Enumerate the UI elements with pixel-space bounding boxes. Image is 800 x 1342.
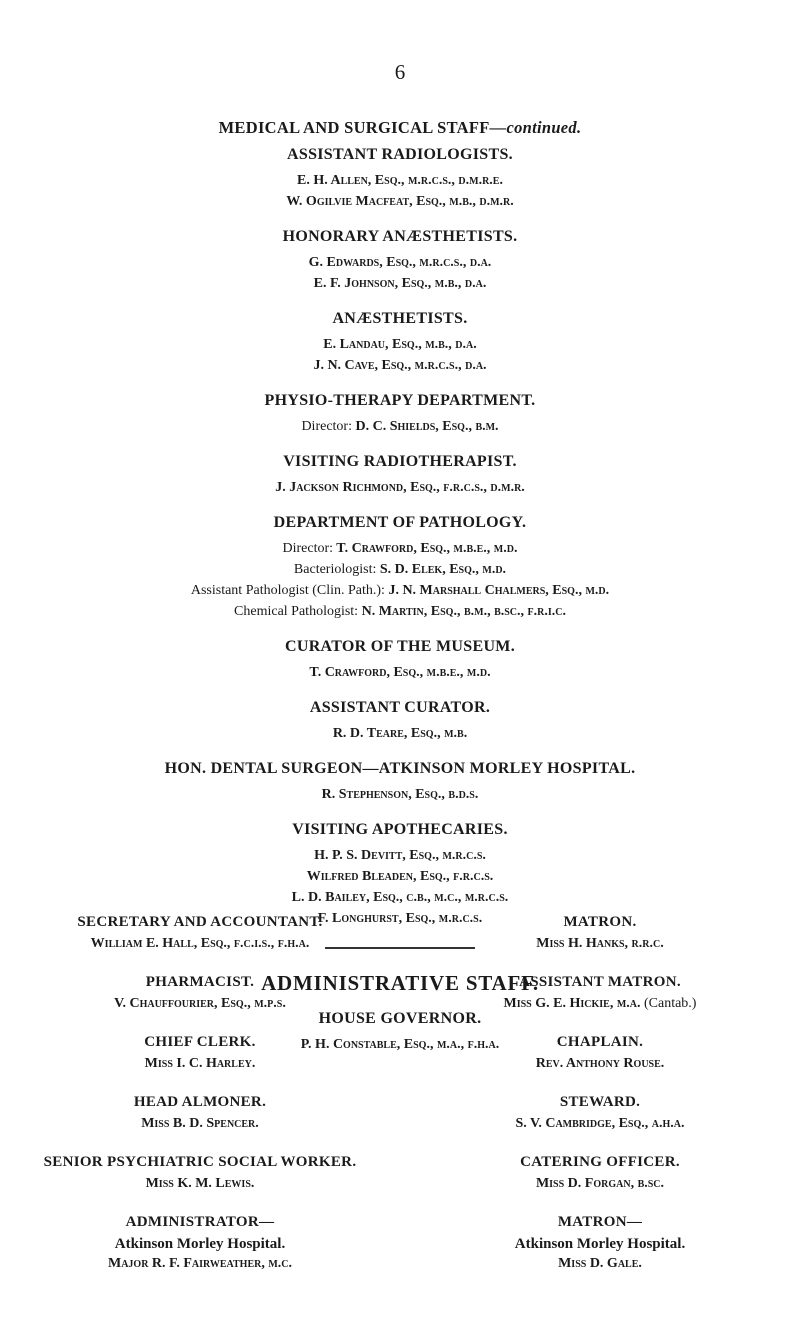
staff-line: Major R. F. Fairweather, m.c. (108, 1256, 292, 1271)
section-pathology (0, 514, 800, 622)
entry-heading: SECRETARY AND ACCOUNTANT. (77, 914, 323, 930)
section-heading: HONORARY ANÆSTHETISTS. (282, 228, 518, 245)
entry-chief-clerk (0, 1034, 400, 1074)
staff-line: P. H. Constable, Esq., m.a., f.h.a. (300, 1037, 500, 1052)
section-dental-surgeon (0, 760, 800, 805)
staff-line: Rev. Anthony Rouse. (535, 1056, 665, 1071)
entry-heading: HEAD ALMONER. (133, 1094, 267, 1110)
entry-assistant-matron (400, 974, 800, 1014)
entry-heading: STEWARD. (559, 1094, 641, 1110)
entry-secretary (0, 914, 400, 954)
entry-catering-officer (400, 1154, 800, 1194)
page-number: 6 (394, 60, 406, 84)
entry-heading: CHAPLAIN. (556, 1034, 644, 1050)
role-label: Chemical Pathologist: (234, 604, 359, 619)
admin-column-left (0, 914, 400, 1294)
entry-pharmacist (0, 974, 400, 1014)
role-label: Assistant Pathologist (Clin. Path.): (190, 583, 385, 598)
staff-line (400, 994, 800, 1014)
staff-line: R. Stephenson, Esq., b.d.s. (321, 787, 479, 802)
entry-heading: PHARMACIST. (145, 974, 255, 990)
staff-line: L. D. Bailey, Esq., c.b., m.c., m.r.c.s. (291, 890, 509, 905)
role-label: Bacteriologist: (293, 562, 377, 577)
entry-heading: CHIEF CLERK. (144, 1034, 256, 1050)
staff-line: F. Longhurst, Esq., m.r.c.s. (317, 911, 483, 926)
entry-steward (400, 1094, 800, 1134)
section-assistant-curator (0, 699, 800, 744)
staff-line: Miss I. C. Harley. (144, 1056, 256, 1071)
section-curator (0, 638, 800, 683)
staff-name: Miss G. E. Hickie, m.a. (503, 996, 641, 1011)
entry-matron-atkinson-morley (400, 1214, 800, 1274)
staff-line: Miss H. Hanks, r.r.c. (536, 936, 664, 951)
staff-name: D. C. Shields, Esq., b.m. (355, 419, 499, 434)
staff-line: V. Chauffourier, Esq., m.p.s. (114, 996, 286, 1011)
section-heading: HON. DENTAL SURGEON—ATKINSON MORLEY HOSPITAL. (164, 760, 636, 777)
role-label: Director: (301, 419, 352, 434)
running-head-continued: —continued. (489, 118, 582, 137)
section-physiotherapy (0, 392, 800, 437)
entry-subheading: Atkinson Morley Hospital. (514, 1236, 686, 1252)
entry-heading: ASSISTANT MATRON. (519, 974, 681, 990)
section-heading: VISITING APOTHECARIES. (292, 821, 508, 838)
entry-chaplain (400, 1034, 800, 1074)
section-heading: ANÆSTHETISTS. (332, 310, 468, 327)
section-visiting-radiotherapist (0, 453, 800, 498)
staff-line: E. F. Johnson, Esq., m.b., d.a. (313, 276, 487, 291)
section-assistant-radiologists (0, 146, 800, 212)
running-head (0, 118, 800, 138)
staff-line (0, 580, 800, 601)
section-anaesthetists (0, 310, 800, 376)
staff-line: J. N. Cave, Esq., m.r.c.s., d.a. (313, 358, 487, 373)
staff-line: E. H. Allen, Esq., m.r.c.s., d.m.r.e. (297, 173, 503, 188)
entry-administrator (0, 1214, 400, 1274)
section-visiting-apothecaries (0, 821, 800, 929)
section-heading: CURATOR OF THE MUSEUM. (284, 638, 516, 655)
staff-name: N. Martin, Esq., b.m., b.sc., f.r.i.c. (361, 604, 566, 619)
administrative-staff-title: ADMINISTRATIVE STAFF. (261, 971, 539, 995)
staff-line: J. Jackson Richmond, Esq., f.r.c.s., d.m.r. (275, 480, 525, 495)
entry-head-almoner (0, 1094, 400, 1134)
entry-heading: MATRON— (557, 1214, 643, 1230)
staff-line: H. P. S. Devitt, Esq., m.r.c.s. (314, 848, 486, 863)
entry-heading: SENIOR PSYCHIATRIC SOCIAL WORKER. (43, 1154, 357, 1170)
qualification-note: (Cantab.) (643, 996, 697, 1011)
staff-line (0, 538, 800, 559)
entry-matron (400, 914, 800, 954)
staff-line: S. V. Cambridge, Esq., a.h.a. (515, 1116, 685, 1131)
staff-line (0, 416, 800, 437)
entry-psychiatric-social-worker (0, 1154, 400, 1194)
staff-line: T. Crawford, Esq., m.b.e., m.d. (309, 665, 491, 680)
staff-line: William E. Hall, Esq., f.c.i.s., f.h.a. (90, 936, 310, 951)
entry-heading: CATERING OFFICER. (520, 1154, 680, 1170)
staff-line (0, 601, 800, 622)
staff-line: Miss K. M. Lewis. (145, 1176, 255, 1191)
staff-line: G. Edwards, Esq., m.r.c.s., d.a. (308, 255, 492, 270)
section-heading: PHYSIO-THERAPY DEPARTMENT. (264, 392, 536, 409)
staff-line: Miss D. Gale. (558, 1256, 642, 1271)
staff-name: J. N. Marshall Chalmers, Esq., m.d. (388, 583, 610, 598)
running-head-title: MEDICAL AND SURGICAL STAFF (218, 118, 490, 137)
staff-line: R. D. Teare, Esq., m.b. (332, 726, 468, 741)
staff-line: E. Landau, Esq., m.b., d.a. (323, 337, 477, 352)
entry-subheading: Atkinson Morley Hospital. (114, 1236, 286, 1252)
section-heading: HOUSE GOVERNOR. (318, 1010, 482, 1027)
staff-name: T. Crawford, Esq., m.b.e., m.d. (336, 541, 518, 556)
section-heading: ASSISTANT CURATOR. (309, 699, 491, 716)
staff-line: Wilfred Bleaden, Esq., f.r.c.s. (306, 869, 494, 884)
section-heading: VISITING RADIOTHERAPIST. (283, 453, 517, 470)
section-heading: DEPARTMENT OF PATHOLOGY. (273, 514, 527, 531)
role-label: Director: (282, 541, 334, 556)
staff-name: S. D. Elek, Esq., m.d. (379, 562, 507, 577)
section-heading: ASSISTANT RADIOLOGISTS. (287, 146, 513, 163)
entry-heading: MATRON. (563, 914, 637, 930)
staff-line: Miss B. D. Spencer. (141, 1116, 259, 1131)
admin-column-right (400, 914, 800, 1294)
staff-line: Miss D. Forgan, b.sc. (535, 1176, 665, 1191)
entry-heading: ADMINISTRATOR— (125, 1214, 275, 1230)
staff-line (0, 559, 800, 580)
section-honorary-anaesthetists (0, 228, 800, 294)
staff-line: W. Ogilvie Macfeat, Esq., m.b., d.m.r. (286, 194, 514, 209)
